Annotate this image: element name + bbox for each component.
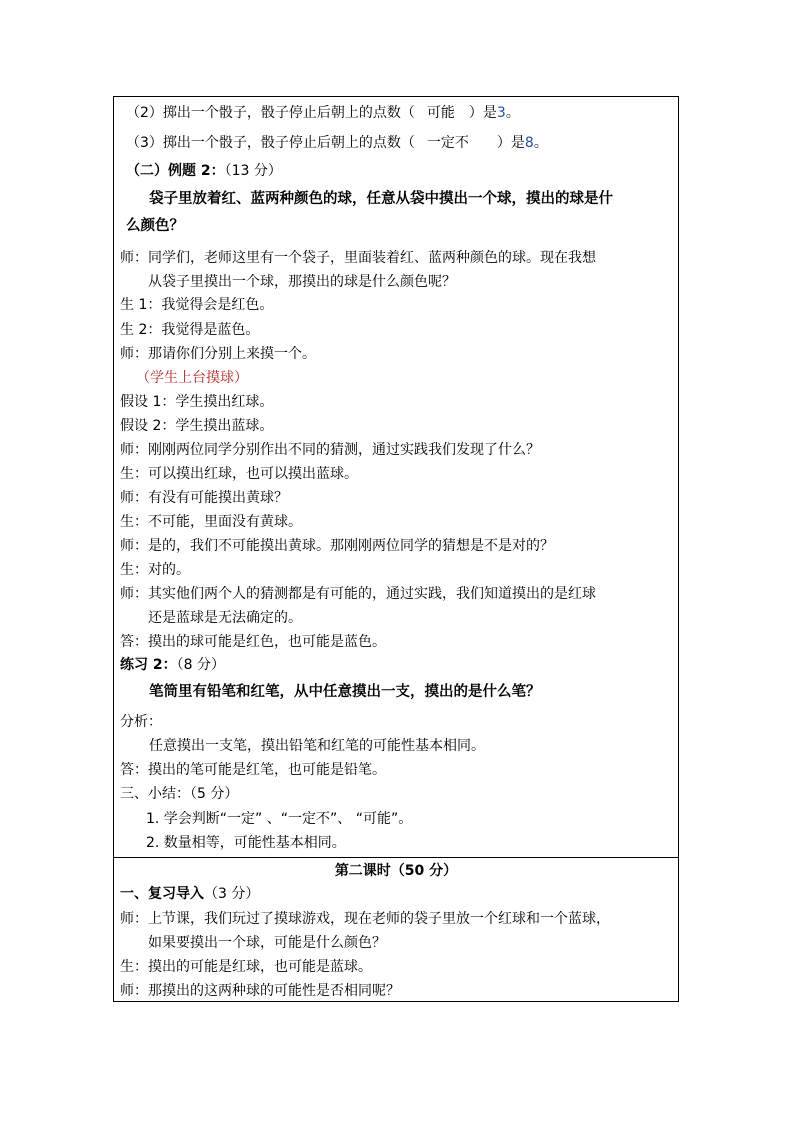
question-2 — [126, 103, 520, 123]
summary-title: 三、小结：（5 分） — [120, 786, 239, 802]
dialogue-teacher-3: 师：刚刚两位同学分别作出不同的猜测，通过实践我们发现了什么？ — [120, 442, 540, 458]
example-2-heading — [126, 161, 282, 181]
row-divider — [114, 857, 678, 858]
review-score: （3 分） — [204, 886, 260, 902]
review-teacher-2: 师：那摸出的这两种球的可能性是否相同呢？ — [120, 983, 400, 999]
hypothesis-2: 假设 2：学生摸出蓝球。 — [120, 418, 274, 434]
lesson-table — [113, 96, 679, 1002]
question-3-mid: ）是 — [496, 135, 525, 151]
dialogue-teacher-4: 师：有没有可能摸出黄球？ — [120, 490, 288, 506]
example-2-score: （13 分） — [224, 163, 282, 179]
question-2-prefix: （2）掷出一个骰子，骰子停止后朝上的点数（ — [126, 105, 415, 121]
review-teacher-1a: 师：上节课，我们玩过了摸球游戏，现在老师的袋子里放一个红球和一个蓝球， — [120, 911, 610, 927]
example-2-question-line-1: 袋子里放着红、蓝两种颜色的球，任意从袋中摸出一个球，摸出的球是什 — [149, 191, 613, 207]
analysis-label: 分析： — [120, 714, 162, 730]
question-2-answer: 可能 — [426, 105, 455, 121]
question-3-end: 。 — [533, 135, 548, 151]
dialogue-teacher-6b: 还是蓝球是无法确定的。 — [148, 610, 302, 626]
example-2-question-line-2: 么颜色？ — [126, 218, 184, 234]
example-2-answer: 答：摸出的球可能是红色，也可能是蓝色。 — [120, 634, 386, 650]
summary-item-2: 2. 数量相等，可能性基本相同。 — [146, 835, 346, 851]
question-3-answer: 一定不 — [426, 135, 469, 151]
question-2-number: 3 — [496, 105, 506, 121]
question-2-mid: ）是 — [468, 105, 497, 121]
review-title: 一、复习导入 — [120, 886, 204, 902]
dialogue-student-4: 生：不可能，里面没有黄球。 — [120, 514, 302, 530]
dialogue-teacher-5: 师：是的，我们不可能摸出黄球。那刚刚两位同学的猜想是不是对的？ — [120, 538, 554, 554]
review-heading — [120, 884, 259, 904]
dialogue-teacher-2: 师：那请你们分别上来摸一个。 — [120, 346, 316, 362]
practice-2-heading — [120, 655, 225, 675]
dialogue-student-3: 生：可以摸出红球，也可以摸出蓝球。 — [120, 466, 358, 482]
practice-2-title: 练习 2： — [120, 657, 177, 673]
lesson-2-title: 第二课时（50 分） — [334, 863, 458, 879]
practice-2-score: （8 分） — [176, 657, 225, 673]
hypothesis-1: 假设 1：学生摸出红球。 — [120, 394, 274, 410]
dialogue-teacher-1b: 从袋子里摸出一个球，那摸出的球是什么颜色呢？ — [148, 274, 456, 290]
summary-item-1: 1. 学会判断“一定” 、“一定不”、 “可能”。 — [146, 811, 413, 827]
example-2-title: （二）例题 2： — [126, 163, 225, 179]
dialogue-student-1: 生 1：我觉得会是红色。 — [120, 297, 274, 313]
dialogue-student-5: 生：对的。 — [120, 562, 190, 578]
dialogue-student-2: 生 2：我觉得是蓝色。 — [120, 322, 260, 338]
dialogue-teacher-6a: 师：其实他们两个人的猜测都是有可能的，通过实践，我们知道摸出的是红球 — [120, 586, 596, 602]
review-teacher-1b: 如果要摸出一个球，可能是什么颜色？ — [148, 935, 386, 951]
question-3-prefix: （3）掷出一个骰子，骰子停止后朝上的点数（ — [126, 135, 415, 151]
practice-2-question: 笔筒里有铅笔和红笔，从中任意摸出一支，摸出的是什么笔？ — [149, 684, 541, 700]
analysis-text: 任意摸出一支笔，摸出铅笔和红笔的可能性基本相同。 — [149, 738, 485, 754]
question-2-end: 。 — [505, 105, 520, 121]
practice-2-answer: 答：摸出的笔可能是红笔，也可能是铅笔。 — [120, 762, 386, 778]
stage-direction: （学生上台摸球） — [136, 370, 248, 386]
dialogue-teacher-1a: 师：同学们，老师这里有一个袋子，里面装着红、蓝两种颜色的球。现在我想 — [120, 250, 596, 266]
review-student-1: 生：摸出的可能是红球，也可能是蓝球。 — [120, 959, 372, 975]
question-3-number: 8 — [524, 135, 534, 151]
question-3 — [126, 133, 548, 153]
